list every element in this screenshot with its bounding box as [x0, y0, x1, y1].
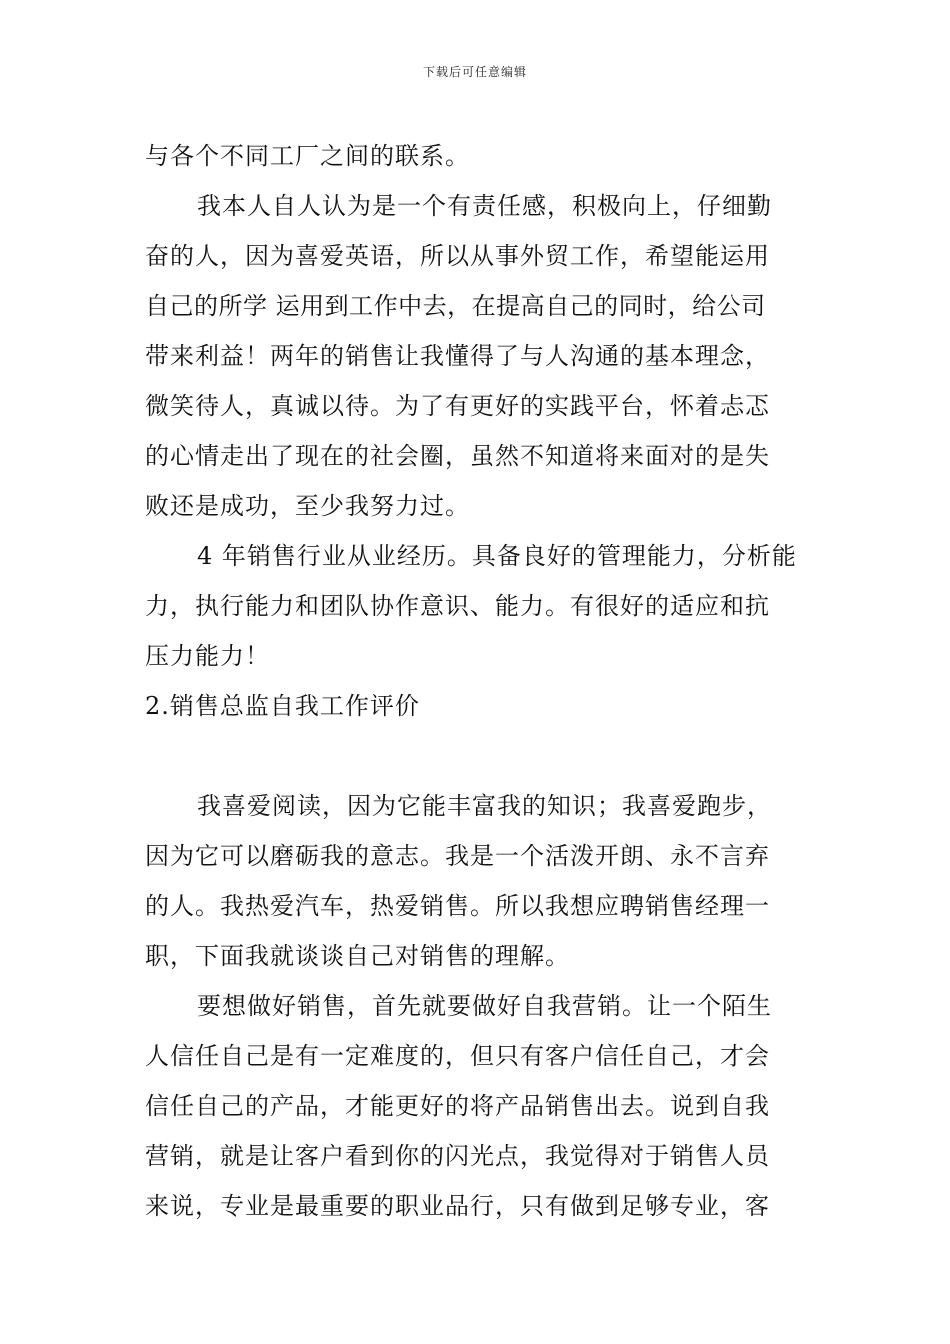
text-line: 职，下面我就谈谈自己对销售的理解。 — [145, 942, 570, 970]
text-line: 败还是成功，至少我努力过。 — [145, 492, 470, 520]
text-line: 力，执行能力和团队协作意识、能力。有很好的适应和抗 — [145, 592, 770, 620]
document-body — [145, 131, 810, 1231]
text-line: 4 年销售行业从业经历。具备良好的管理能力，分析能 — [197, 542, 797, 570]
text-line: 我本人自人认为是一个有责任感，积极向上，仔细勤 — [197, 192, 772, 220]
text-line: 压力能力！ — [145, 642, 270, 670]
text-line: 要想做好销售，首先就要做好自我营销。让一个陌生 — [197, 992, 772, 1020]
section-heading: 2.销售总监自我工作评价 — [145, 692, 420, 720]
text-line: 自己的所学 运用到工作中去，在提高自己的同时，给公司 — [145, 292, 766, 320]
text-line: 微笑待人，真诚以待。为了有更好的实践平台，怀着忐忑 — [145, 392, 770, 420]
text-line: 奋的人，因为喜爱英语，所以从事外贸工作，希望能运用 — [145, 242, 770, 270]
text-line: 我喜爱阅读，因为它能丰富我的知识；我喜爱跑步， — [197, 792, 772, 820]
text-line: 的心情走出了现在的社会圈，虽然不知道将来面对的是失 — [145, 442, 770, 470]
text-line: 营销，就是让客户看到你的闪光点，我觉得对于销售人员 — [145, 1142, 770, 1170]
text-line: 的人。我热爱汽车，热爱销售。所以我想应聘销售经理一 — [145, 892, 770, 920]
text-line: 信任自己的产品，才能更好的将产品销售出去。说到自我 — [145, 1092, 770, 1120]
page-header: 下载后可任意编辑 — [422, 65, 527, 79]
text-line: 与各个不同工厂之间的联系。 — [145, 142, 470, 170]
text-line: 带来利益！两年的销售让我懂得了与人沟通的基本理念， — [145, 342, 770, 370]
text-line: 人信任自己是有一定难度的，但只有客户信任自己，才会 — [145, 1042, 770, 1070]
text-line: 来说，专业是最重要的职业品行，只有做到足够专业，客 — [145, 1192, 770, 1220]
blank-line — [145, 731, 810, 781]
text-line: 因为它可以磨砺我的意志。我是一个活泼开朗、永不言弃 — [145, 842, 770, 870]
